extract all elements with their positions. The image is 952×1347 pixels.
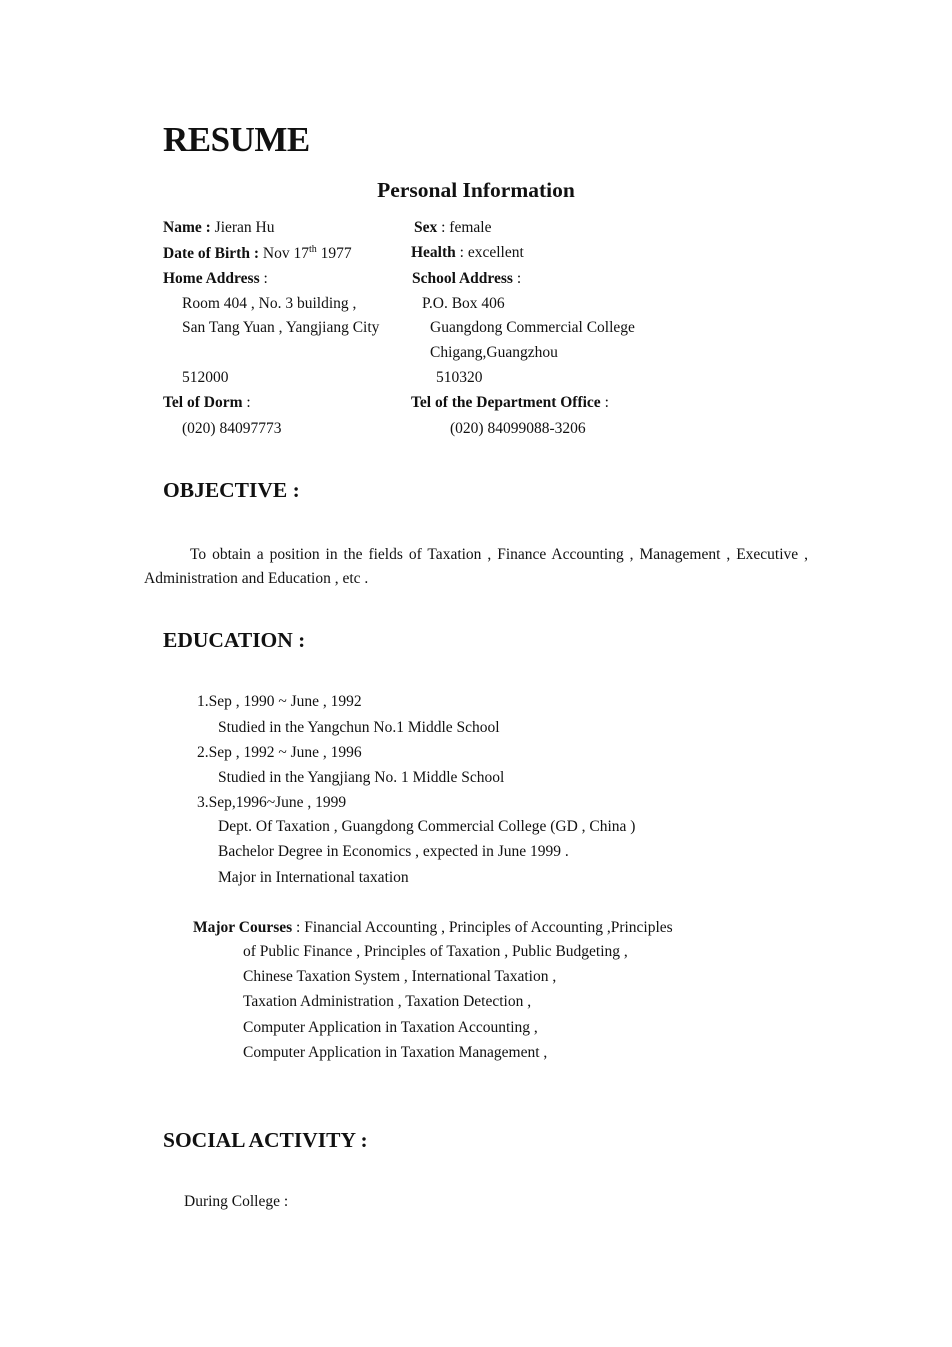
health-label: Health <box>411 244 456 261</box>
school-address-label-row: School Address : <box>412 270 522 287</box>
name-row <box>163 219 274 237</box>
resume-title: RESUME <box>163 120 310 159</box>
education-detail: Bachelor Degree in Economics , expected in June 1999 . <box>218 843 569 860</box>
major-courses-line: Computer Application in Taxation Management , <box>243 1044 548 1061</box>
tel-dorm-label-row: Tel of Dorm : <box>163 394 251 411</box>
home-address-label: Home Address <box>163 270 260 287</box>
sex-value: : female <box>437 219 492 236</box>
sex-label: Sex <box>414 219 438 236</box>
personal-information-heading: Personal Information <box>377 178 575 202</box>
sex-row <box>414 219 491 237</box>
home-address-label-row: Home Address : <box>163 270 268 287</box>
during-college-label: During College : <box>184 1193 289 1210</box>
dob-label: Date of Birth : <box>163 245 259 263</box>
school-postcode: 510320 <box>436 369 483 386</box>
education-period: 3.Sep,1996~June , 1999 <box>197 794 347 811</box>
social-activity-heading: SOCIAL ACTIVITY : <box>163 1128 368 1152</box>
school-address-label: School Address <box>412 270 513 287</box>
objective-text: To obtain a position in the fields of Taxation , Finance Accounting , Management , Executive , Administration and Education , etc . <box>144 546 808 587</box>
education-detail: Dept. Of Taxation , Guangdong Commercial College (GD , China ) <box>218 818 636 835</box>
tel-dept-label: Tel of the Department Office <box>411 394 601 411</box>
dob-row <box>163 244 352 263</box>
major-courses-line: Chinese Taxation System , International Taxation , <box>243 968 557 985</box>
school-address-line: Chigang,Guangzhou <box>430 344 558 361</box>
health-value: : excellent <box>455 244 524 261</box>
name-label: Name : <box>163 219 211 236</box>
tel-dept-value: (020) 84099088-3206 <box>450 420 586 437</box>
home-address-line: San Tang Yuan , Yangjiang City <box>182 319 380 336</box>
education-detail: Studied in the Yangjiang No. 1 Middle School <box>218 769 505 786</box>
education-heading: EDUCATION : <box>163 628 306 652</box>
major-courses-row <box>193 919 673 937</box>
major-courses-line: Computer Application in Taxation Accounting , <box>243 1019 538 1036</box>
major-courses-label: Major Courses <box>193 919 293 936</box>
dob-value: Nov 17th 1977 <box>259 244 352 263</box>
tel-dept-label-row: Tel of the Department Office : <box>411 394 609 411</box>
major-courses-first: : Financial Accounting , Principles of Accounting ,Principles <box>292 919 673 936</box>
school-address-line: P.O. Box 406 <box>422 295 505 312</box>
home-address-line: Room 404 , No. 3 building , <box>182 295 357 312</box>
education-period: 1.Sep , 1990 ~ June , 1992 <box>197 693 362 710</box>
name-value: Jieran Hu <box>210 219 275 236</box>
health-row <box>411 244 524 262</box>
objective-heading: OBJECTIVE : <box>163 478 300 502</box>
tel-dorm-value: (020) 84097773 <box>182 420 282 437</box>
school-address-line: Guangdong Commercial College <box>430 319 635 336</box>
education-detail: Major in International taxation <box>218 869 409 886</box>
education-period: 2.Sep , 1992 ~ June , 1996 <box>197 744 362 761</box>
education-detail: Studied in the Yangchun No.1 Middle School <box>218 719 500 736</box>
home-postcode: 512000 <box>182 369 229 386</box>
tel-dorm-label: Tel of Dorm <box>163 394 243 411</box>
major-courses-line: Taxation Administration , Taxation Detection , <box>243 993 532 1010</box>
major-courses-line: of Public Finance , Principles of Taxation , Public Budgeting , <box>243 943 628 960</box>
